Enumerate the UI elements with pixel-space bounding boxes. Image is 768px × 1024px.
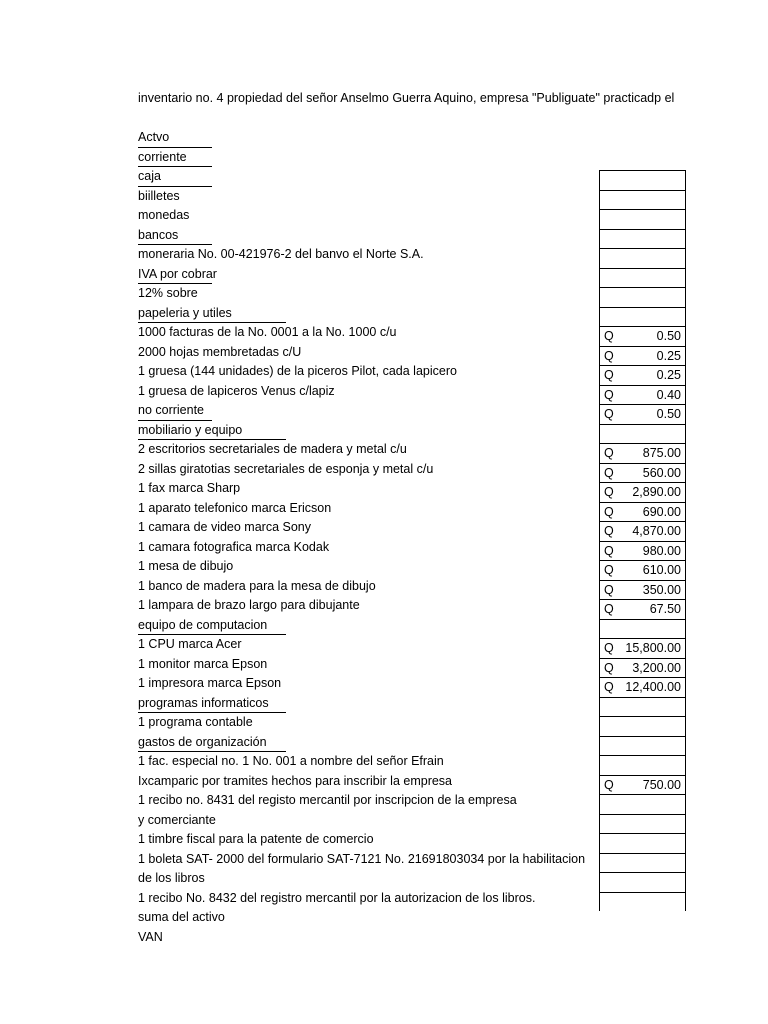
- amount-value: 2,890.00: [632, 485, 681, 499]
- amount-value: 750.00: [642, 777, 681, 792]
- amount-cell: [600, 502, 685, 522]
- amount-value: 980.00: [642, 543, 681, 558]
- amount-value: 610.00: [642, 563, 681, 577]
- amount-cell: [600, 736, 685, 756]
- amount-cell: [600, 268, 685, 288]
- inventory-line: 1 recibo No. 8432 del registro mercantil por la autorizacion de los libros.: [138, 890, 536, 905]
- amount-cell: [600, 248, 685, 268]
- currency-symbol: Q: [604, 504, 614, 519]
- currency-symbol: Q: [604, 348, 614, 363]
- amount-value: 0.50: [656, 329, 681, 343]
- currency-symbol: Q: [604, 641, 614, 655]
- amount-value: 0.50: [656, 407, 681, 421]
- currency-symbol: Q: [604, 543, 614, 558]
- inventory-line: 1 lampara de brazo largo para dibujante: [138, 598, 360, 612]
- amount-cell: [600, 814, 685, 834]
- amount-cell: [600, 619, 685, 639]
- amount-value: 0.40: [656, 387, 681, 402]
- currency-symbol: Q: [604, 524, 614, 538]
- amount-cell: [600, 775, 685, 795]
- amount-cell: [600, 794, 685, 814]
- inventory-line: 1 fac. especial no. 1 No. 001 a nombre del señor Efrain: [138, 754, 444, 768]
- inventory-line: 1 impresora marca Epson: [138, 676, 282, 690]
- document-title: inventario no. 4 propiedad del señor Anselmo Guerra Aquino, empresa "Publiguate" practicadp el: [138, 91, 675, 105]
- inventory-line: mobiliario y equipo: [138, 421, 585, 441]
- amount-cell: [600, 424, 685, 444]
- currency-symbol: Q: [604, 446, 614, 460]
- inventory-line: 1 gruesa de lapiceros Venus c/lapiz: [138, 383, 335, 398]
- inventory-line: 1 gruesa (144 unidades) de la piceros Pilot, cada lapicero: [138, 364, 457, 378]
- amount-cell: [600, 229, 685, 249]
- currency-symbol: Q: [604, 465, 614, 480]
- inventory-line: 1 aparato telefonico marca Ericson: [138, 500, 332, 515]
- amount-cell: [600, 658, 685, 678]
- inventory-line: 2 escritorios secretariales de madera y metal c/u: [138, 442, 407, 456]
- amount-cell: [600, 755, 685, 775]
- inventory-line: papeleria y utiles: [138, 304, 585, 324]
- currency-symbol: Q: [604, 407, 614, 421]
- inventory-line: no corriente: [138, 401, 585, 421]
- inventory-line: 1 CPU marca Acer: [138, 637, 242, 651]
- inventory-line: VAN: [138, 929, 163, 944]
- amount-cell: [600, 482, 685, 502]
- inventory-lines: [138, 128, 585, 947]
- inventory-line: suma del activo: [138, 910, 225, 924]
- inventory-line: 1000 facturas de la No. 0001 a la No. 1000 c/u: [138, 325, 397, 339]
- amount-cell: [600, 463, 685, 483]
- inventory-line: 1 mesa de dibujo: [138, 559, 234, 573]
- inventory-line: 1 boleta SAT- 2000 del formulario SAT-7121 No. 21691803034 por la habilitacion: [138, 851, 586, 866]
- amount-cell: [600, 580, 685, 600]
- inventory-line: 12% sobre: [138, 286, 198, 300]
- inventory-line: Ixcamparic por tramites hechos para inscribir la empresa: [138, 773, 453, 788]
- amount-value: 12,400.00: [625, 680, 681, 694]
- inventory-line: 1 fax marca Sharp: [138, 481, 241, 495]
- inventory-line: de los libros: [138, 871, 205, 885]
- inventory-line: 1 banco de madera para la mesa de dibujo: [138, 578, 376, 593]
- currency-symbol: Q: [604, 368, 614, 382]
- amount-cell: [600, 833, 685, 853]
- currency-symbol: Q: [604, 563, 614, 577]
- amount-cell: [600, 404, 685, 424]
- inventory-line: Actvo: [138, 128, 585, 148]
- inventory-line: 1 camara de video marca Sony: [138, 520, 312, 534]
- amount-value: 4,870.00: [632, 524, 681, 538]
- amount-cell: [600, 443, 685, 463]
- amount-cell: [600, 677, 685, 697]
- amount-cell: [600, 853, 685, 873]
- amount-cell: [600, 326, 685, 346]
- inventory-line: y comerciante: [138, 812, 216, 827]
- inventory-line: biilletes: [138, 188, 180, 203]
- currency-symbol: Q: [604, 387, 614, 402]
- amount-value: 560.00: [642, 465, 681, 480]
- inventory-line: caja: [138, 167, 585, 187]
- currency-symbol: Q: [604, 329, 614, 343]
- amount-cell: [600, 521, 685, 541]
- inventory-line: bancos: [138, 226, 585, 246]
- inventory-line: equipo de computacion: [138, 616, 585, 636]
- amount-cell: [600, 365, 685, 385]
- amount-value: 15,800.00: [625, 641, 681, 655]
- amount-cell: [600, 872, 685, 892]
- inventory-line: 1 timbre fiscal para la patente de comercio: [138, 832, 374, 846]
- inventory-line: 1 recibo no. 8431 del registo mercantil por inscripcion de la empresa: [138, 793, 517, 807]
- amount-cell: [600, 385, 685, 405]
- amount-cell: [600, 541, 685, 561]
- amount-cell: [600, 638, 685, 658]
- amount-value: 350.00: [642, 582, 681, 597]
- amount-value: 0.25: [656, 368, 681, 382]
- inventory-line: 1 programa contable: [138, 715, 253, 729]
- amount-cell: [600, 307, 685, 327]
- inventory-line: IVA por cobrar: [138, 265, 585, 285]
- inventory-line: moneraria No. 00-421976-2 del banvo el Norte S.A.: [138, 247, 424, 261]
- amount-cell: [600, 209, 685, 229]
- amount-value: 67.50: [649, 602, 681, 616]
- inventory-line: 2000 hojas membretadas c/U: [138, 344, 302, 359]
- amount-cell: [600, 560, 685, 580]
- inventory-line: 1 monitor marca Epson: [138, 656, 268, 671]
- amount-cell: [600, 697, 685, 717]
- inventory-line: monedas: [138, 208, 190, 222]
- amount-cell: [600, 599, 685, 619]
- inventory-line: 1 camara fotografica marca Kodak: [138, 539, 330, 554]
- amount-value: 3,200.00: [632, 660, 681, 675]
- inventory-line: gastos de organización: [138, 733, 585, 753]
- amount-cell: [600, 170, 685, 190]
- currency-symbol: Q: [604, 680, 614, 694]
- amount-value: 690.00: [642, 504, 681, 519]
- currency-symbol: Q: [604, 485, 614, 499]
- currency-symbol: Q: [604, 602, 614, 616]
- currency-symbol: Q: [604, 660, 614, 675]
- currency-symbol: Q: [604, 582, 614, 597]
- inventory-line: 2 sillas giratotias secretariales de esponja y metal c/u: [138, 461, 434, 476]
- amount-cell: [600, 346, 685, 366]
- amount-column: [599, 170, 686, 911]
- amount-cell: [600, 287, 685, 307]
- amount-cell: [600, 190, 685, 210]
- amount-value: 0.25: [656, 348, 681, 363]
- inventory-line: corriente: [138, 148, 585, 168]
- amount-cell: [600, 716, 685, 736]
- currency-symbol: Q: [604, 777, 614, 792]
- amount-cell: [600, 892, 685, 912]
- inventory-line: programas informaticos: [138, 694, 585, 714]
- amount-value: 875.00: [642, 446, 681, 460]
